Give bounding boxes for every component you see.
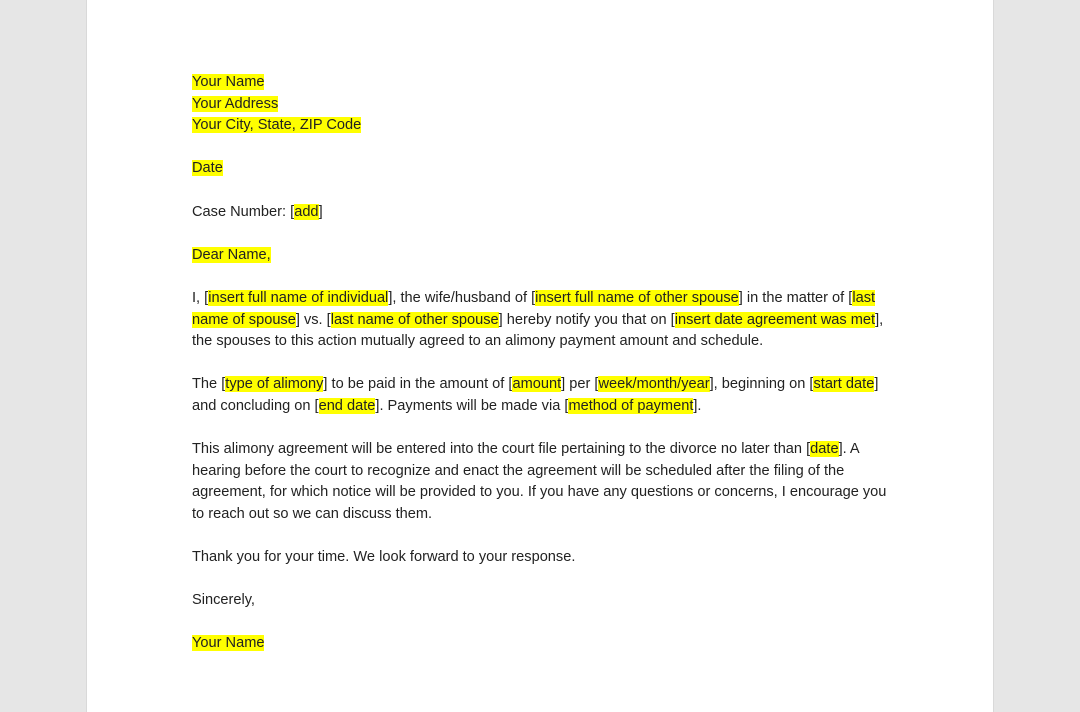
case-number-line [192,202,892,224]
p2-field-payment-method: method of payment [568,397,694,414]
p1-text-6: ], the spouses to this action mutually agreed to an alimony payment amount and schedule. [192,311,884,350]
p2-text-7: ]. [693,397,702,414]
closing-line [192,590,892,612]
sender-name: Your Name [192,74,265,90]
p2-field-end-date: end date [318,397,376,414]
p1-text-1: I, [ [192,289,209,306]
thanks-text: Thank you for your time. We look forward to your response. [192,549,576,566]
p1-field-other-spouse-name: insert full name of other spouse [535,289,739,306]
signature-line [192,633,892,655]
p2-text-2: ] to be paid in the amount of [ [323,376,513,393]
salutation [192,245,892,267]
p3-field-date: date [810,441,839,458]
p1-field-spouse-last-name: last name of spouse [192,289,876,328]
p1-text-5: ] hereby notify you that on [ [498,311,675,328]
p3-text-2: ]. A hearing before the court to recognize and enact the agreement will be scheduled after the filing of the agreement, for which notice will be provided to you. If you have any questions or concerns, I encourage you to reach out so we can discuss them. [192,441,887,522]
thanks-line [192,547,892,569]
signature-name: Your Name [192,635,265,652]
p1-text-2: ], the wife/husband of [ [388,289,536,306]
p1-field-agreement-date: insert date agreement was met [674,311,876,328]
salutation-text: Dear Name, [192,246,271,263]
case-number-label: Case Number: [ [192,203,295,220]
letter-body[interactable] [192,72,892,677]
case-number-suffix: ] [318,203,323,220]
sender-city-state-zip: Your City, State, ZIP Code [192,117,362,134]
sender-block [192,72,892,137]
paragraph-payment-terms [192,374,892,417]
p2-text-4: ], beginning on [ [709,376,814,393]
p2-field-start-date: start date [813,376,875,393]
p2-text-1: The [ [192,376,226,393]
closing-text: Sincerely, [192,592,255,609]
p1-field-individual-name: insert full name of individual [208,289,389,306]
p2-text-6: ]. Payments will be made via [ [375,397,569,414]
document-page [87,0,993,712]
p2-field-amount: amount [512,376,562,393]
sender-address: Your Address [192,95,279,112]
p1-text-4: ] vs. [ [295,311,331,328]
p2-field-alimony-type: type of alimony [225,376,324,393]
p3-text-1: This alimony agreement will be entered into the court file pertaining to the divorce no later than [ [192,441,811,458]
paragraph-court-filing [192,439,892,525]
p1-field-other-spouse-last-name: last name of other spouse [330,311,499,328]
paragraph-notice [192,288,892,353]
date-line [192,158,892,180]
p2-text-3: ] per [ [561,376,599,393]
letter-date: Date [192,160,223,177]
p2-text-5: ] and concluding on [ [192,376,879,414]
p2-field-frequency: week/month/year [598,376,710,393]
p1-text-3: ] in the matter of [ [738,289,853,306]
case-number-value: add [294,203,319,220]
